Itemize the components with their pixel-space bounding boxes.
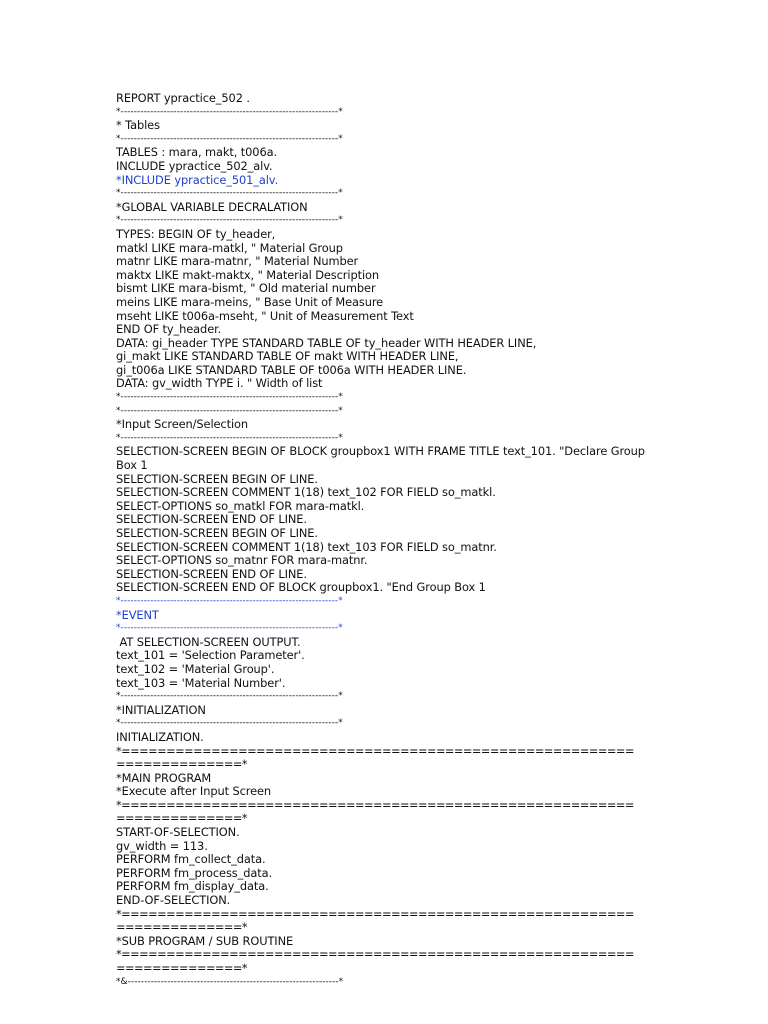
code-line: *SUB PROGRAM / SUB ROUTINE bbox=[116, 933, 294, 948]
code-line: *------------------------------------------------------------------* bbox=[116, 432, 343, 443]
code-line: text_103 = 'Material Number'. bbox=[116, 675, 286, 690]
code-line: INITIALIZATION. bbox=[116, 729, 204, 744]
code-line: gv_width = 113. bbox=[116, 838, 208, 853]
code-line: *------------------------------------------------------------------* bbox=[116, 691, 343, 702]
code-line: *&----------------------------------------------------------------* bbox=[116, 976, 344, 987]
code-line: *------------------------------------------------------------------* bbox=[116, 392, 343, 403]
code-line: PERFORM fm_display_data. bbox=[116, 879, 269, 894]
code-line: *========================================================= bbox=[116, 797, 634, 812]
code-line: DATA: gv_width TYPE i. " Width of list bbox=[116, 376, 323, 391]
code-line: SELECTION-SCREEN END OF LINE. bbox=[116, 512, 307, 527]
code-document bbox=[116, 92, 676, 989]
code-line: START-OF-SELECTION. bbox=[116, 825, 240, 840]
code-line: ==============* bbox=[116, 961, 248, 975]
code-line: PERFORM fm_collect_data. bbox=[116, 852, 266, 867]
code-line: *------------------------------------------------------------------* bbox=[116, 215, 343, 226]
code-line: *------------------------------------------------------------------* bbox=[116, 623, 343, 634]
code-line: INCLUDE ypractice_502_alv. bbox=[116, 158, 273, 173]
code-line: Box 1 bbox=[116, 458, 148, 473]
code-line: PERFORM fm_process_data. bbox=[116, 865, 273, 880]
code-line: ==============* bbox=[116, 920, 248, 935]
code-line: *========================================================= bbox=[116, 947, 634, 962]
code-line: *INITIALIZATION bbox=[116, 702, 206, 717]
code-line: bismt LIKE mara-bismt, " Old material number bbox=[116, 281, 376, 296]
code-line: *========================================================= bbox=[116, 906, 634, 921]
code-line: DATA: gi_header TYPE STANDARD TABLE OF ty_header WITH HEADER LINE, bbox=[116, 335, 537, 350]
code-line: meins LIKE mara-meins, " Base Unit of Measure bbox=[116, 294, 384, 309]
code-line: TABLES : mara, makt, t006a. bbox=[116, 145, 278, 160]
code-line: SELECTION-SCREEN COMMENT 1(18) text_103 FOR FIELD so_matnr. bbox=[116, 539, 497, 554]
code-line: matkl LIKE mara-matkl, " Material Group bbox=[116, 240, 343, 255]
code-line: SELECT-OPTIONS so_matnr FOR mara-matnr. bbox=[116, 553, 368, 568]
code-line: ==============* bbox=[116, 757, 248, 772]
code-line: SELECTION-SCREEN BEGIN OF LINE. bbox=[116, 526, 318, 540]
code-line: SELECTION-SCREEN END OF BLOCK groupbox1. "End Group Box 1 bbox=[116, 580, 486, 595]
code-line: REPORT ypractice_502 . bbox=[116, 91, 250, 105]
code-line: SELECTION-SCREEN BEGIN OF BLOCK groupbox1 WITH FRAME TITLE text_101. "Declare Group bbox=[116, 444, 645, 459]
code-line: *MAIN PROGRAM bbox=[116, 770, 212, 785]
code-line: matnr LIKE mara-matnr, " Material Number bbox=[116, 254, 359, 269]
code-line: gi_t006a LIKE STANDARD TABLE OF t006a WITH HEADER LINE. bbox=[116, 362, 467, 377]
code-line: END-OF-SELECTION. bbox=[116, 893, 231, 908]
code-line: *Input Screen/Selection bbox=[116, 417, 249, 432]
code-line: SELECTION-SCREEN BEGIN OF LINE. bbox=[116, 471, 318, 486]
code-line: mseht LIKE t006a-mseht, " Unit of Measurement Text bbox=[116, 308, 414, 323]
code-line: *------------------------------------------------------------------* bbox=[116, 133, 343, 144]
code-line: TYPES: BEGIN OF ty_header, bbox=[116, 226, 276, 241]
code-line: *GLOBAL VARIABLE DECRALATION bbox=[116, 199, 308, 214]
code-line: *INCLUDE ypractice_501_alv. bbox=[116, 172, 279, 187]
code-line: * Tables bbox=[116, 118, 160, 133]
code-line: ==============* bbox=[116, 811, 248, 826]
code-line: maktx LIKE makt-maktx, " Material Description bbox=[116, 267, 379, 282]
code-line: *------------------------------------------------------------------* bbox=[116, 405, 343, 416]
code-line: *------------------------------------------------------------------* bbox=[116, 595, 343, 606]
code-line: SELECTION-SCREEN END OF LINE. bbox=[116, 566, 307, 581]
code-line: text_102 = 'Material Group'. bbox=[116, 661, 275, 676]
code-line: *========================================================= bbox=[116, 743, 634, 758]
code-line: *Execute after Input Screen bbox=[116, 784, 272, 799]
code-line: *EVENT bbox=[116, 607, 159, 622]
code-line: *------------------------------------------------------------------* bbox=[116, 188, 343, 199]
code-line: *------------------------------------------------------------------* bbox=[116, 718, 343, 729]
code-line: AT SELECTION-SCREEN OUTPUT. bbox=[116, 634, 301, 649]
code-line: text_101 = 'Selection Parameter'. bbox=[116, 648, 305, 663]
code-line: SELECT-OPTIONS so_matkl FOR mara-matkl. bbox=[116, 498, 365, 513]
code-line: END OF ty_header. bbox=[116, 322, 222, 337]
code-line: *------------------------------------------------------------------* bbox=[116, 106, 343, 117]
code-line: SELECTION-SCREEN COMMENT 1(18) text_102 FOR FIELD so_matkl. bbox=[116, 485, 496, 500]
code-line: gi_makt LIKE STANDARD TABLE OF makt WITH HEADER LINE, bbox=[116, 349, 459, 364]
